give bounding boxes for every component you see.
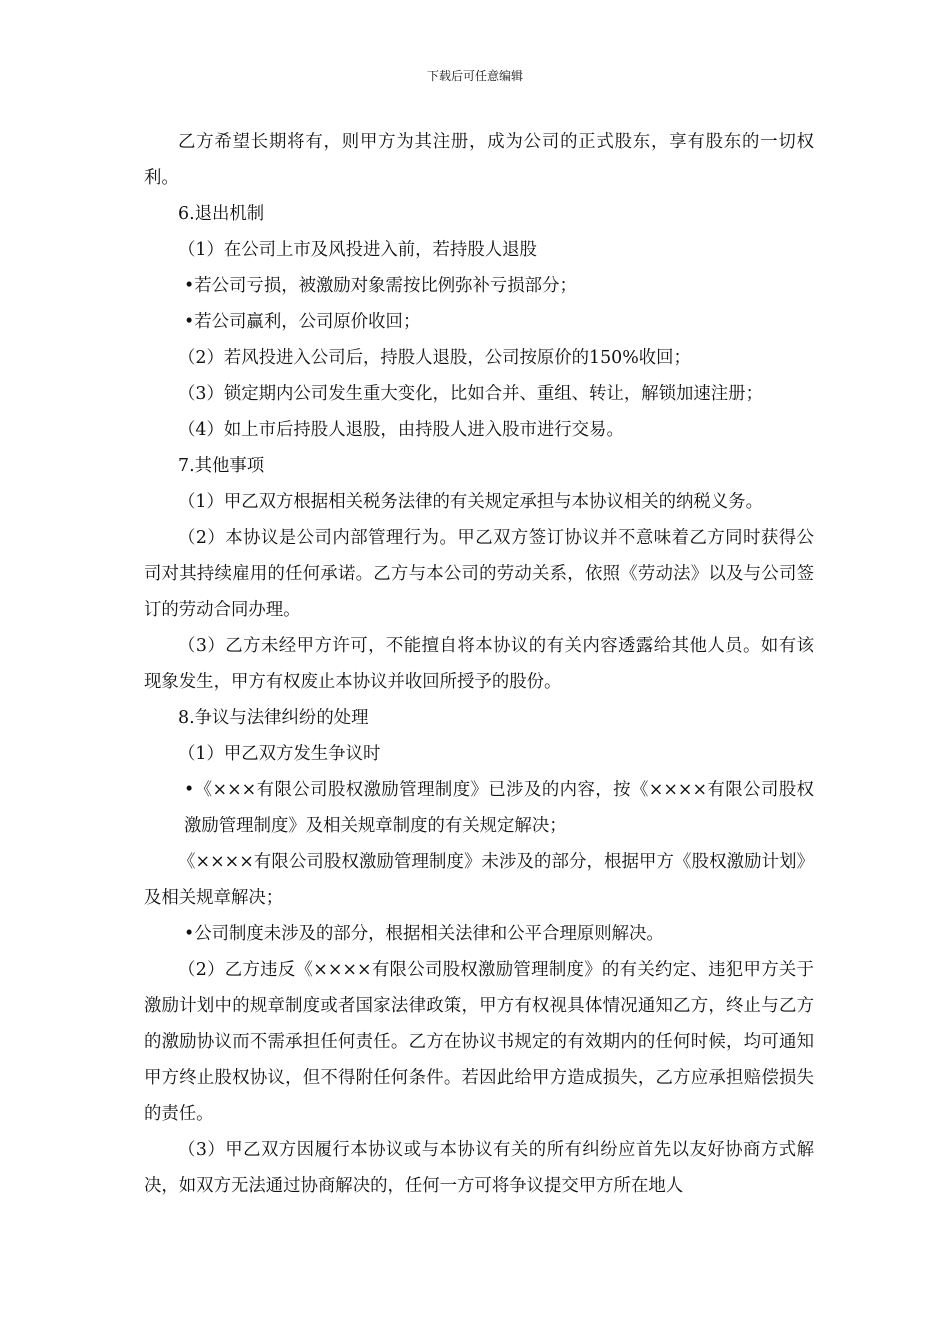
paragraph-shareholder-rights: 乙方希望长期将有，则甲方为其注册，成为公司的正式股东，享有股东的一切权利。: [144, 132, 814, 188]
paragraph-uncovered-parts: 《××××有限公司股权激励管理制度》未涉及的部分，根据甲方《股权激励计划》及相关规章解决；: [144, 852, 814, 908]
list-item: （1）甲乙双方发生争议时: [178, 744, 381, 764]
bullet-item: •《×××有限公司股权激励管理制度》已涉及的内容，按《××××有限公司股权激励管理制度》及相关规章制度的有关规定解决；: [184, 780, 814, 836]
list-item: （1）甲乙双方根据相关税务法律的有关规定承担与本协议相关的纳税义务。: [178, 492, 763, 512]
list-item: （2）若风投进入公司后，持股人退股，公司按原价的150%收回；: [178, 348, 691, 368]
document-body: [144, 124, 814, 1204]
paragraph-confidentiality: （3）乙方未经甲方许可，不能擅自将本协议的有关内容透露给其他人员。如有该现象发生，甲方有权废止本协议并收回所授予的股份。: [144, 636, 814, 692]
paragraph-dispute-resolution: （3）甲乙双方因履行本协议或与本协议有关的所有纠纷应首先以友好协商方式解决，如双方无法通过协商解决的，任何一方可将争议提交甲方所在地人: [144, 1140, 814, 1196]
list-item: （4）如上市后持股人退股，由持股人进入股市进行交易。: [178, 420, 624, 440]
list-item: （1）在公司上市及风投进入前，若持股人退股: [178, 240, 537, 260]
paragraph-internal-management: （2）本协议是公司内部管理行为。甲乙双方签订协议并不意味着乙方同时获得公司对其持续雇用的任何承诺。乙方与本公司的劳动关系，依照《劳动法》以及与公司签订的劳动合同办理。: [144, 528, 814, 620]
paragraph-violation: （2）乙方违反《××××有限公司股权激励管理制度》的有关约定、违犯甲方关于激励计划中的规章制度或者国家法律政策，甲方有权视具体情况通知乙方，终止与乙方的激励协议而不需承担任何责任。乙方在协议书规定的有效期内的任何时候，均可通知甲方终止股权协议，但不得附任何条件。若因此给甲方造成损失，乙方应承担赔偿损失的责任。: [144, 960, 814, 1124]
section-heading-exit-mechanism: 6.退出机制: [178, 204, 265, 224]
list-item: （3）锁定期内公司发生重大变化，比如合并、重组、转让，解锁加速注册；: [178, 384, 763, 404]
page-header: 下载后可任意编辑: [426, 69, 523, 83]
bullet-item: •公司制度未涉及的部分，根据相关法律和公平合理原则解决。: [184, 924, 664, 944]
section-heading-disputes: 8.争议与法律纠纷的处理: [178, 708, 369, 728]
bullet-item: •若公司赢利，公司原价收回；: [184, 312, 421, 332]
section-heading-other-matters: 7.其他事项: [178, 456, 265, 476]
bullet-item: •若公司亏损，被激励对象需按比例弥补亏损部分；: [184, 276, 577, 296]
